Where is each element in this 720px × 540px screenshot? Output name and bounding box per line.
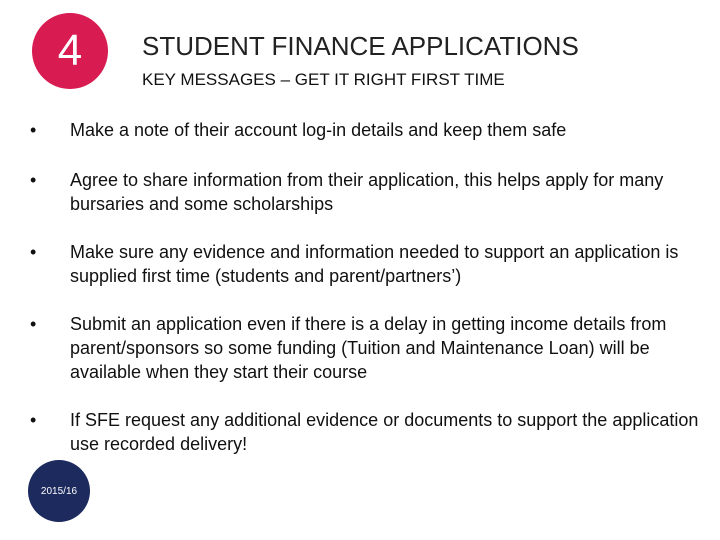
bullet-text: Submit an application even if there is a delay in getting income details from parent/sponsors so some funding (Tuition and Maintenance Loan) will be available when they start their course [70,314,667,382]
bullet-marker: • [30,170,37,190]
bullet-text: Agree to share information from their application, this helps apply for many bursaries and some scholarships [70,170,664,214]
bullet-text: Make a note of their account log-in details and keep them safe [70,120,567,140]
bullet-marker: • [30,410,37,430]
slide-title: STUDENT FINANCE APPLICATIONS [142,31,579,61]
bullet-text: If SFE request any additional evidence or documents to support the application use recorded delivery! [70,410,699,454]
bullet-marker: • [30,314,37,334]
slide-number-badge [32,13,108,89]
bullet-list [30,118,712,456]
bullet-item [30,240,712,288]
bullet-marker: • [30,120,37,140]
bullet-item [30,408,712,456]
bullet-item [30,312,712,384]
bullet-marker: • [30,242,37,262]
slide-subtitle: KEY MESSAGES – GET IT RIGHT FIRST TIME [142,70,505,89]
bullet-item [30,168,712,216]
bullet-item [30,118,712,142]
year-label: 2015/16 [40,485,78,497]
year-badge [28,460,90,522]
bullet-text: Make sure any evidence and information needed to support an application is supplied first time (students and parent/partners’) [70,242,679,286]
slide-number: 4 [57,26,83,75]
